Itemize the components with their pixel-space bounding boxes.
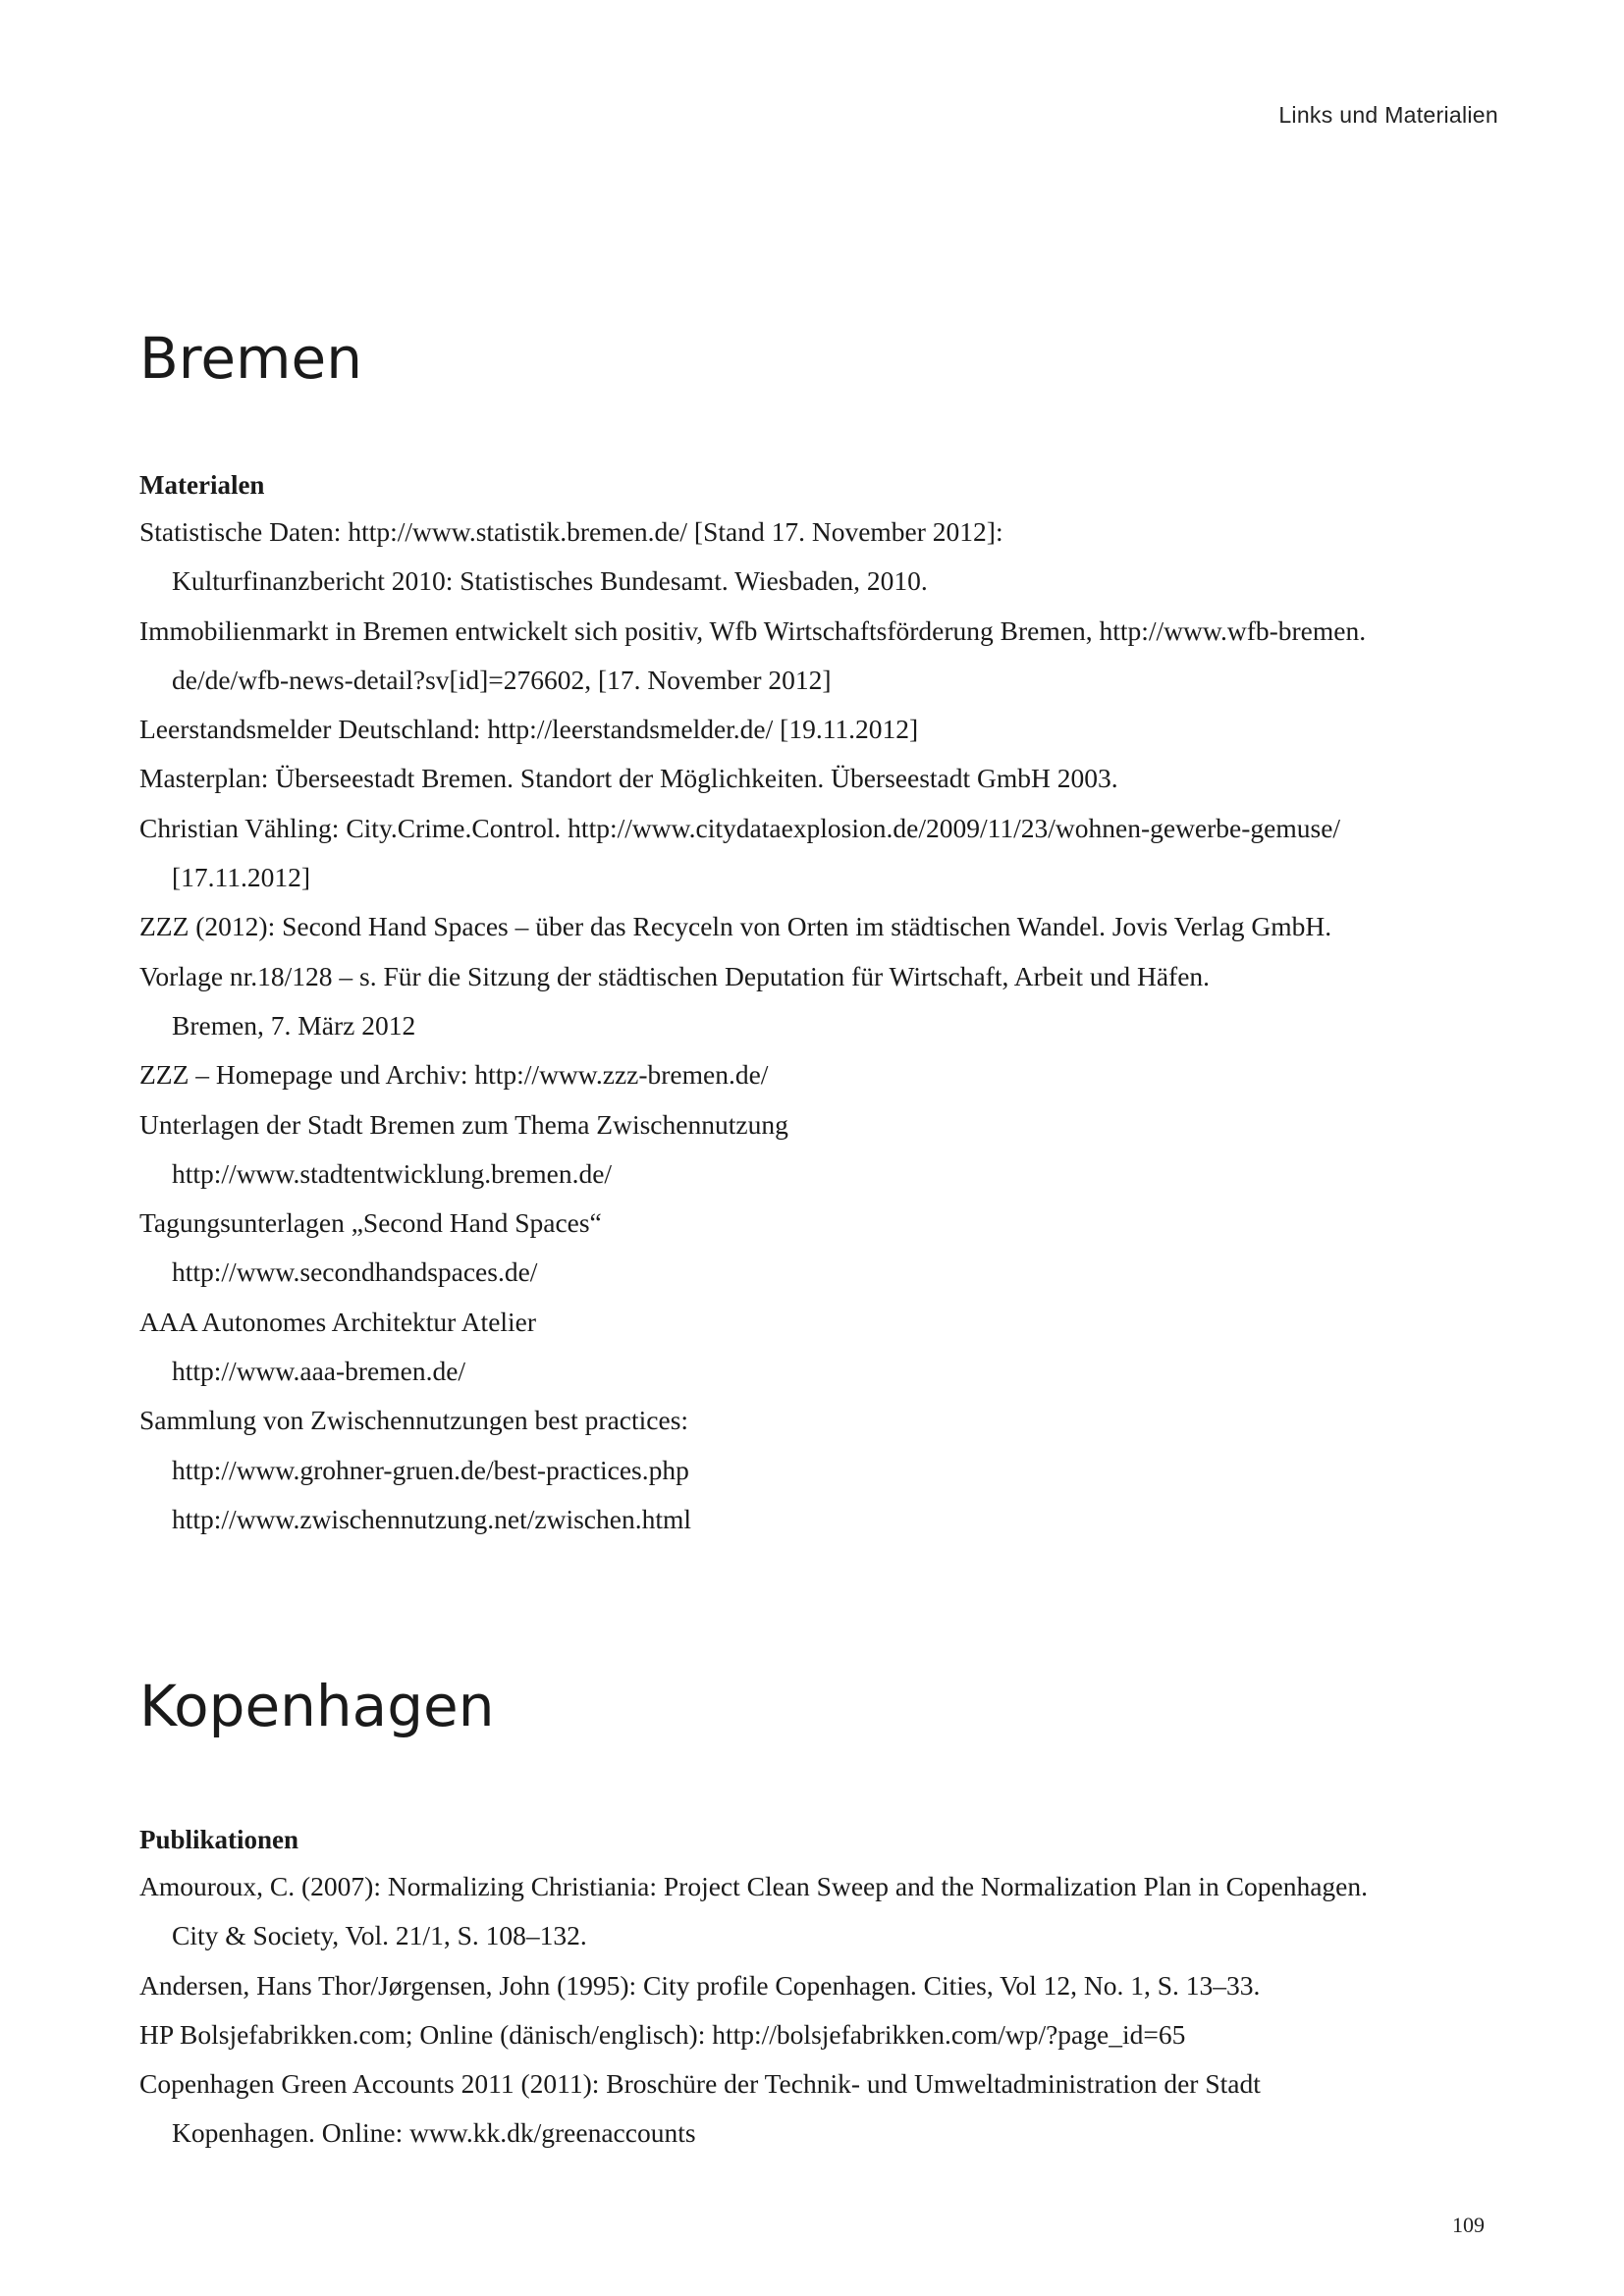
reference-line-continued: de/de/wfb-news-detail?sv[id]=276602, [17. November 2012] [172,664,832,695]
reference-entry [139,507,1514,607]
reference-entry [139,1961,1514,2010]
reference-entry [139,2010,1514,2059]
reference-line-continued: Bremen, 7. März 2012 [172,1009,416,1041]
reference-line-continued: http://www.grohner-gruen.de/best-practices.php [172,1454,689,1485]
reference-line-continued: http://www.secondhandspaces.de/ [172,1256,538,1288]
reference-entry [139,754,1514,803]
reference-list-bremen [139,507,1514,1544]
reference-line-continued: http://www.zwischennutzung.net/zwischen.html [172,1503,692,1534]
reference-line: Vorlage nr.18/128 – s. Für die Sitzung der städtischen Deputation für Wirtschaft, Arbeit und Häfen. [139,960,1211,991]
reference-entry [139,1199,1514,1298]
reference-line: Statistische Daten: http://www.statistik.bremen.de/ [Stand 17. November 2012]: [139,516,1003,547]
reference-list-kopenhagen [139,1862,1514,2159]
subheading-publikationen: Publikationen [139,1825,299,1854]
reference-entry [139,1862,1514,1961]
reference-entry [139,2059,1514,2159]
reference-line: Tagungsunterlagen „Second Hand Spaces“ [139,1207,602,1239]
running-head: Links und Materialien [1278,102,1498,128]
page-number: 109 [1452,2213,1485,2237]
reference-line: Leerstandsmelder Deutschland: http://leerstandsmelder.de/ [19.11.2012] [139,714,919,745]
reference-line: Christian Vähling: City.Crime.Control. http://www.citydataexplosion.de/2009/11/23/wohnen-gewerbe-gemuse/ [139,812,1341,843]
reference-line: Andersen, Hans Thor/Jørgensen, John (1995): City profile Copenhagen. Cities, Vol 12, No. 1, S. 13–33. [139,1969,1261,2001]
reference-entry [139,804,1514,903]
reference-line-continued: Kulturfinanzbericht 2010: Statistisches Bundesamt. Wiesbaden, 2010. [172,565,928,597]
subheading-materialen: Materialen [139,470,265,500]
reference-entry [139,607,1514,706]
reference-entry [139,1396,1514,1544]
reference-line-continued: http://www.stadtentwicklung.bremen.de/ [172,1157,613,1189]
reference-entry [139,1298,1514,1397]
reference-line: ZZZ (2012): Second Hand Spaces – über das Recyceln von Orten im städtischen Wandel. Jovis Verlag GmbH. [139,911,1332,942]
reference-line-continued: City & Society, Vol. 21/1, S. 108–132. [172,1920,587,1951]
reference-entry [139,1050,1514,1099]
reference-line: Unterlagen der Stadt Bremen zum Thema Zwischennutzung [139,1108,788,1140]
reference-line: ZZZ – Homepage und Archiv: http://www.zzz-bremen.de/ [139,1059,769,1091]
reference-entry [139,1100,1514,1200]
section-title-bremen: Bremen [139,325,362,392]
reference-entry [139,902,1514,951]
reference-line: AAA Autonomes Architektur Atelier [139,1306,537,1337]
reference-line-continued: Kopenhagen. Online: www.kk.dk/greenaccounts [172,2117,696,2149]
section-title-kopenhagen: Kopenhagen [139,1673,495,1739]
reference-line: Sammlung von Zwischennutzungen best practices: [139,1405,689,1436]
reference-line-continued: http://www.aaa-bremen.de/ [172,1356,466,1387]
reference-line: Amouroux, C. (2007): Normalizing Christiania: Project Clean Sweep and the Normalization Plan in Copenhagen. [139,1871,1368,1901]
reference-line: Copenhagen Green Accounts 2011 (2011): Broschüre der Technik- und Umweltadministration der Stadt [139,2068,1261,2100]
reference-line: HP Bolsjefabrikken.com; Online (dänisch/englisch): http://bolsjefabrikken.com/wp/?page_id=65 [139,2018,1186,2050]
reference-line-continued: [17.11.2012] [172,862,311,893]
reference-entry [139,952,1514,1051]
reference-line: Immobilienmarkt in Bremen entwickelt sich positiv, Wfb Wirtschaftsförderung Bremen, http://www.wfb-bremen. [139,614,1367,646]
reference-entry [139,705,1514,754]
reference-line: Masterplan: Überseestadt Bremen. Standort der Möglichkeiten. Überseestadt GmbH 2003. [139,763,1118,794]
